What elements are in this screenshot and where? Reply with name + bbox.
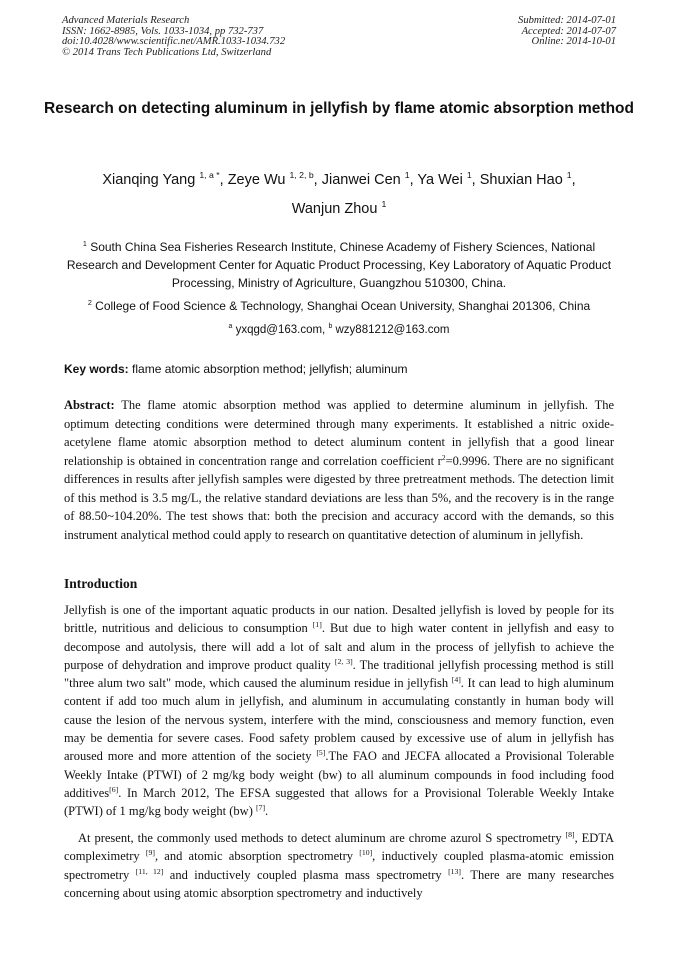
paragraph-text: , inductively coupled plasma-atomic emission spectrometry	[64, 849, 615, 882]
author-name: Wanjun Zhou	[291, 201, 378, 217]
citation-ref: [13]	[448, 866, 462, 876]
abstract-text-part2: =0.9996. There are no significant differences in results after jellyfish samples were digested by three pretreatment methods. The detection limit of this method is 3.5 mg/L, the relative standard deviations are less than 5%, and the recovery is in the range of 88.50~104.20%. The test shows that: both the precision and accuracy accord with the demands, so this instrument analytical method could apply to research on quantitative detection of aluminum in jellyfish.	[64, 453, 614, 542]
author-affil-mark: 1, a *	[199, 170, 220, 181]
author-name: Jianwei Cen	[321, 172, 401, 188]
abstract-superscript: 2	[441, 452, 446, 462]
paragraph-text: . There are many researches concerning about using atomic absorption spectrometry and inductively	[64, 867, 614, 900]
keywords-label: Key words:	[64, 362, 129, 376]
citation-ref: [1]	[312, 620, 322, 630]
citation-ref: [6]	[109, 784, 119, 794]
author-affil-mark: 1	[566, 170, 572, 181]
author-affil-mark: 1	[404, 170, 410, 181]
email-mark: b	[328, 323, 333, 331]
keywords	[64, 360, 614, 378]
citation-ref: [9]	[145, 848, 155, 858]
email-address[interactable]: wzy881212@163.com	[335, 324, 450, 336]
abstract-label: Abstract:	[64, 398, 115, 412]
journal-issn: ISSN: 1662-8985, Vols. 1033-1034, pp 732-737	[62, 25, 264, 37]
email-mark: a	[228, 323, 233, 331]
journal-copyright: © 2014 Trans Tech Publications Ltd, Switzerland	[62, 46, 272, 58]
paragraph-text: . The traditional jellyfish processing method is still "three alum two salt" mode, which caused the aluminum residue in jellyfish	[64, 657, 614, 691]
author-emails	[64, 321, 614, 339]
affiliation-text: College of Food Science & Technology, Shanghai Ocean University, Shanghai 201306, China	[95, 299, 591, 313]
submission-dates	[518, 16, 616, 48]
affiliation-text: South China Sea Fisheries Research Institute, Chinese Academy of Fishery Sciences, National Research and Development Center for Aquatic Product Processing, Key Laboratory of Aquatic Product Processing, Ministry of Agriculture, Guangzhou 510300, China.	[66, 240, 612, 290]
citation-ref: [11, 12]	[135, 866, 164, 876]
abstract	[64, 396, 614, 544]
paragraph-text: . In March 2012, The EFSA suggested that allows for a Provisional Tolerable Weekly Intake (PTWI) of 1 mg/kg body weight (bw)	[64, 785, 614, 819]
citation-ref: [10]	[359, 848, 373, 858]
paragraph-text: At present, the commonly used methods to detect aluminum are chrome azurol S spectrometry	[78, 831, 566, 845]
affiliation-1	[64, 238, 614, 292]
paragraph-text: , and atomic absorption spectrometry	[154, 849, 360, 864]
keywords-text: flame atomic absorption method; jellyfish; aluminum	[132, 362, 408, 376]
citation-ref: [4]	[451, 675, 461, 685]
section-heading: Introduction	[64, 576, 138, 591]
email-address[interactable]: yxqgd@163.com,	[235, 324, 326, 336]
author-name: Shuxian Hao	[479, 172, 563, 188]
citation-ref: [7]	[255, 803, 266, 813]
paragraph-text: .	[265, 804, 269, 819]
citation-ref: [2, 3]	[334, 656, 353, 666]
online-date: Online: 2014-10-01	[531, 36, 616, 48]
intro-paragraph-1	[64, 601, 614, 821]
paper-title: Research on detecting aluminum in jellyfish by flame atomic absorption method	[44, 100, 634, 117]
abstract-text-part1: The flame atomic absorption method was applied to determine aluminum in jellyfish. The optimum detecting conditions were determined through many experiments. It established a nitric oxide-acetylene flame atomic absorption method to detect aluminum content in jellyfish that a good linear relationship is obtained in concentration range and correlation coefficient r	[64, 398, 615, 468]
affiliation-mark: 1	[82, 239, 87, 248]
author-affil-mark: 1, 2, b	[289, 170, 314, 181]
intro-paragraph-2	[64, 829, 614, 902]
author-name: Ya Wei	[417, 172, 463, 188]
paragraph-text: and inductively coupled plasma mass spectrometry	[163, 867, 449, 882]
citation-ref: [5]	[316, 748, 326, 758]
author-list: Xianqing Yang $^{1, a *}$, Zeye Wu $^{1, 2, b}$, Jianwei Cen $^1$, Ya Wei $^1$, Shuxian Hao $^1$, Wanjun Zhou $^1$	[102, 170, 576, 217]
affiliation-2	[64, 297, 614, 315]
author-affil-mark: 1	[466, 170, 472, 181]
paragraph-text: .The FAO and JECFA allocated a Provisional Tolerable Weekly Intake (PTWI) of 2 mg/kg body weight (bw) to all aluminum compounds in food including food additives	[64, 749, 614, 800]
citation-ref: [8]	[565, 829, 575, 839]
affiliation-mark: 2	[87, 298, 92, 307]
paragraph-text: . But due to high water content in jellyfish and easy to decompose and autolysis, there will add a lot of salt and alum in the process of jellyfish to achieve the purpose of dehydration and improve product quality	[64, 621, 614, 672]
paragraph-text: . It can lead to high aluminum content if add too much alum in jellyfish, and aluminum in accumulating constantly in human body will cause the lesion of the nervous system, interfere with the mind, consciousness and memory function, even may be dementia for severe cases. Food safety problem caused by excessive use of alum in jellyfish has aroused more and more attention of the society	[64, 676, 614, 764]
author-affil-mark: 1	[381, 199, 387, 210]
paragraph-text: Jellyfish is one of the important aquatic products in our nation. Desalted jellyfish is loved by people for its brittle, nutritious and delicious to consumption	[64, 603, 614, 636]
journal-doi: doi:10.4028/www.scientific.net/AMR.1033-1034.732	[62, 36, 286, 48]
submitted-date: Submitted: 2014-07-01	[518, 15, 616, 26]
accepted-date: Accepted: 2014-07-07	[521, 25, 616, 37]
journal-name: Advanced Materials Research	[62, 15, 190, 26]
journal-info	[62, 16, 285, 58]
paragraph-text: , EDTA compleximetry	[64, 831, 614, 864]
author-name: Xianqing Yang	[102, 172, 196, 188]
author-name: Zeye Wu	[227, 172, 286, 188]
